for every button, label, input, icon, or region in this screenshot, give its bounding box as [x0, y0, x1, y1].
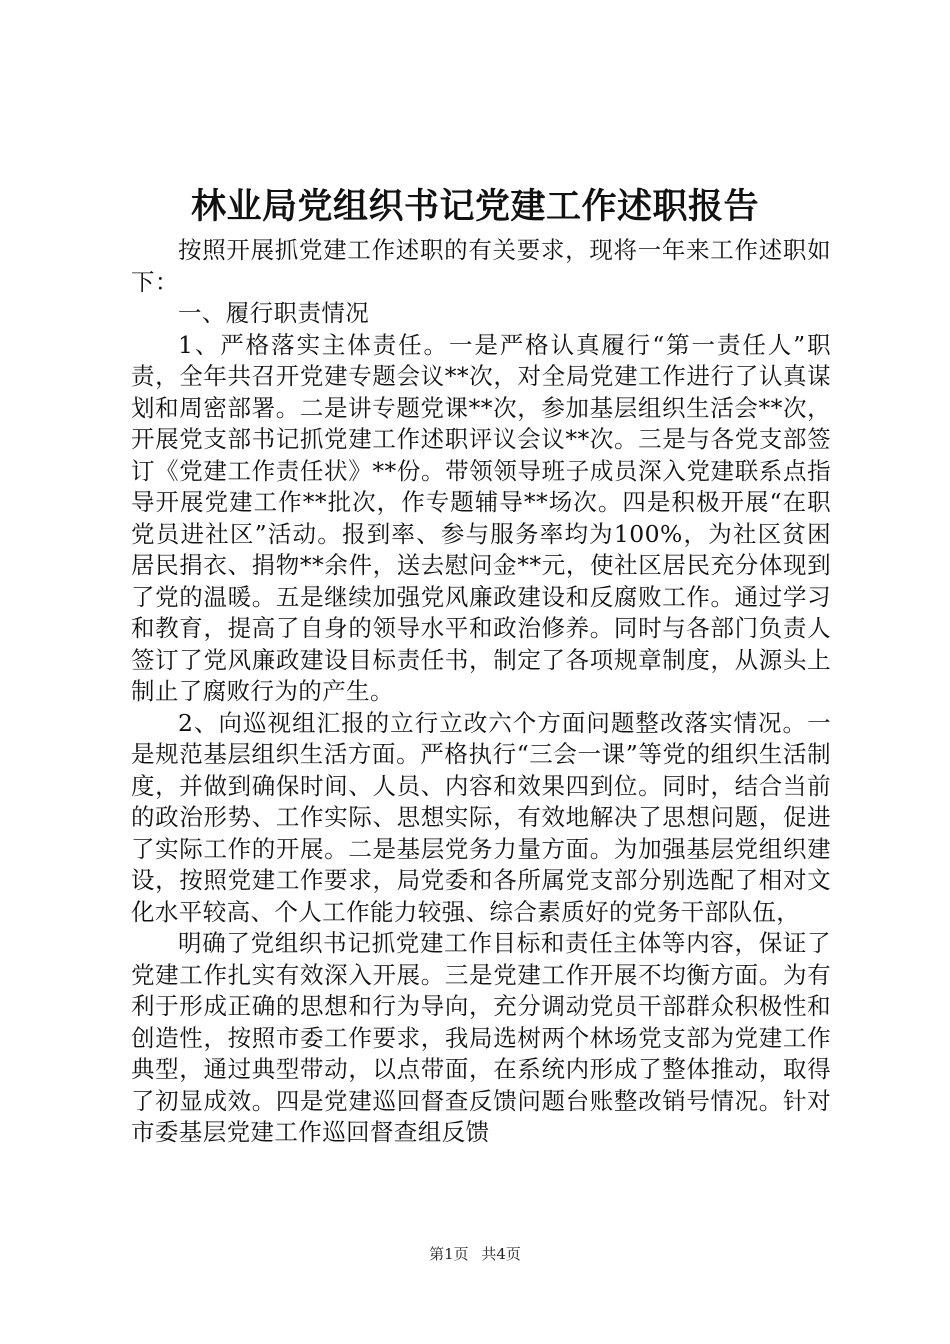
page-total: 共4页 — [481, 1245, 521, 1263]
page-number: 第1页 — [429, 1245, 469, 1263]
document-body — [131, 235, 831, 1149]
paragraph-continuation: 明确了党组织书记抓党建工作目标和责任主体等内容，保证了党建工作扎实有效深入开展。三是党建工作开展不均衡方面。为有利于形成正确的思想和行为导向，充分调动党员干部群众积极性和创造性，按照市委工作要求，我局选树两个林场党支部为党建工作典型，通过典型带动，以点带面，在系统内形成了整体推动，取得了初显成效。四是党建巡回督查反馈问题台账整改销号情况。针对市委基层党建工作巡回督查组反馈 — [131, 929, 831, 1146]
section-heading: 一、履行职责情况 — [178, 299, 370, 327]
paragraph-intro: 按照开展抓党建工作述职的有关要求，现将一年来工作述职如下： — [131, 236, 831, 296]
document-title: 林业局党组织书记党建工作述职报告 — [190, 187, 759, 227]
page-footer — [0, 1244, 950, 1264]
paragraph-rectification: 2、向巡视组汇报的立行立改六个方面问题整改落实情况。一是规范基层组织生活方面。严格执行“三会一课”等党的组织生活制度，并做到确保时间、人员、内容和效果四到位。同时，结合当前的政治形势、工作实际、思想实际，有效地解决了思想问题，促进了实际工作的开展。二是基层党务力量方面。为加强基层党组织建设，按照党建工作要求，局党委和各所属党支部分别选配了相对文化水平较高、个人工作能力较强、综合素质好的党务干部队伍， — [131, 708, 831, 926]
paragraph-responsibility: 1、严格落实主体责任。一是严格认真履行“第一责任人”职责，全年共召开党建专题会议**次，对全局党建工作进行了认真谋划和周密部署。二是讲专题党课**次，参加基层组织生活会**次，开展党支部书记抓党建工作述职评议会议**次。三是与各党支部签订《党建工作责任状》**份。带领领导班子成员深入党建联系点指导开展党建工作**批次，作专题辅导**场次。四是积极开展“在职党员进社区”活动。报到率、参与服务率均为100%，为社区贫困居民捐衣、捐物**余件，送去慰问金**元，使社区居民充分体现到了党的温暖。五是继续加强党风廉政建设和反腐败工作。通过学习和教育，提高了自身的领导水平和政治修养。同时与各部门负责人签订了党风廉政建设目标责任书，制定了各项规章制度，从源头上制止了腐败行为的产生。 — [131, 330, 831, 705]
